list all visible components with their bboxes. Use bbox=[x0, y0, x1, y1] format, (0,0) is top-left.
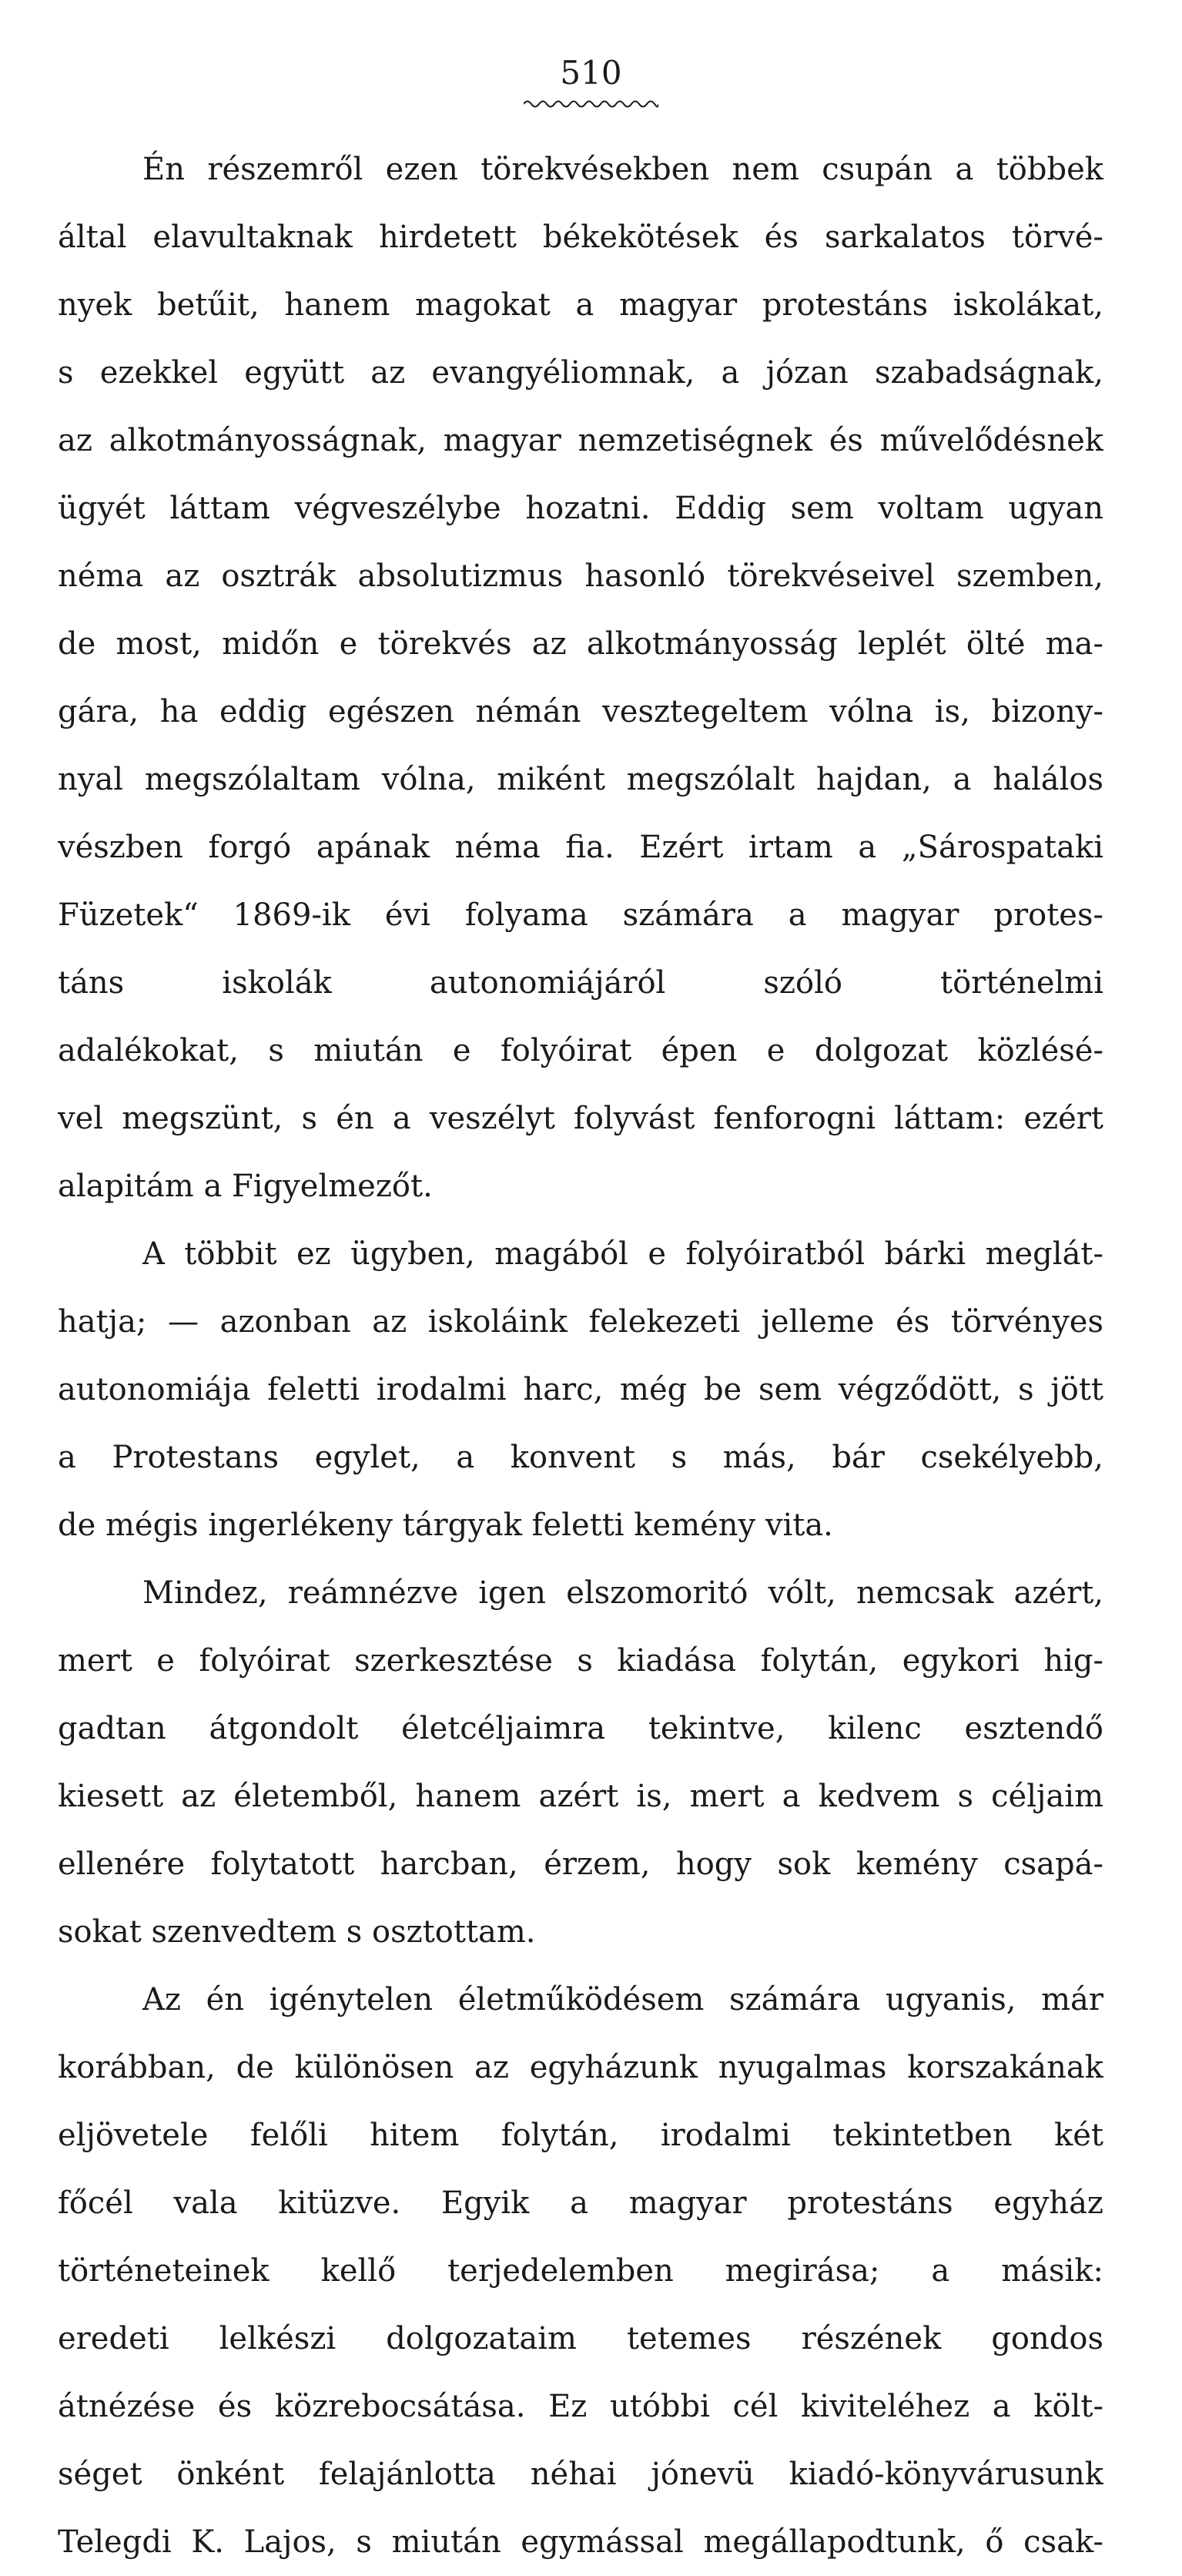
text-line: eredeti lelkészi dolgozataim tetemes részének gondos bbox=[58, 2321, 1103, 2356]
text-line: Mindez, reámnézve igen elszomoritó vólt, nemcsak azért, bbox=[142, 1575, 1103, 1611]
text-line: de most, midőn e törekvés az alkotmányosság leplét ölté ma- bbox=[58, 626, 1103, 662]
text-line: Füzetek“ 1869-ik évi folyama számára a magyar protes- bbox=[58, 897, 1103, 933]
text-line: a Protestans egylet, a konvent s más, bár csekélyebb, bbox=[58, 1440, 1103, 1475]
text-line: ellenére folytatott harcban, érzem, hogy sok kemény csapá- bbox=[58, 1846, 1103, 1882]
text-line: gára, ha eddig egészen némán vesztegeltem vólna is, bizony- bbox=[58, 694, 1103, 730]
text-line: Én részemről ezen törekvésekben nem csupán a többek bbox=[142, 152, 1103, 187]
text-line: vel megszünt, s én a veszélyt folyvást fenforogni láttam: ezért bbox=[58, 1101, 1103, 1136]
text-line: alapitám a Figyelmezőt. bbox=[58, 1169, 433, 1204]
text-line: történeteinek kellő terjedelemben megirása; a másik: bbox=[58, 2253, 1103, 2289]
text-line: korábban, de különösen az egyházunk nyugalmas korszakának bbox=[58, 2050, 1103, 2085]
text-line: az alkotmányosságnak, magyar nemzetiségnek és művelődésnek bbox=[58, 423, 1103, 458]
text-line: főcél vala kitüzve. Egyik a magyar protestáns egyház bbox=[58, 2185, 1103, 2221]
text-line: néma az osztrák absolutizmus hasonló törekvéseivel szemben, bbox=[58, 558, 1103, 594]
text-line: adalékokat, s miután e folyóirat épen e dolgozat közlésé- bbox=[58, 1033, 1103, 1068]
text-line: séget önként felajánlotta néhai jónevü kiadó-könyvárusunk bbox=[58, 2457, 1103, 2492]
text-line: gadtan átgondolt életcéljaimra tekintve, kilenc esztendő bbox=[58, 1711, 1103, 1746]
text-line: Az én igénytelen életműködésem számára ugyanis, már bbox=[142, 1982, 1103, 2018]
text-line: Telegdi K. Lajos, s miután egymással megállapodtunk, ő csak- bbox=[58, 2524, 1103, 2560]
text-line: A többit ez ügyben, magából e folyóiratból bárki meglát- bbox=[142, 1236, 1103, 1272]
text-line: vészben forgó apának néma fia. Ezért irtam a „Sárospataki bbox=[58, 830, 1103, 865]
text-line: által elavultaknak hirdetett békekötések és sarkalatos törvé- bbox=[58, 220, 1103, 255]
text-line: autonomiája feletti irodalmi harc, még be sem végződött, s jött bbox=[58, 1372, 1103, 1407]
text-line: nyek betűit, hanem magokat a magyar protestáns iskolákat, bbox=[58, 287, 1103, 323]
text-line: átnézése és közrebocsátása. Ez utóbbi cél kiviteléhez a költ- bbox=[58, 2389, 1103, 2424]
text-line: de mégis ingerlékeny tárgyak feletti kemény vita. bbox=[58, 1508, 833, 1543]
text-line: ügyét láttam végveszélybe hozatni. Eddig sem voltam ugyan bbox=[58, 491, 1103, 526]
text-line: mert e folyóirat szerkesztése s kiadása folytán, egykori hig- bbox=[58, 1643, 1103, 1679]
page-number: 510 bbox=[560, 54, 622, 92]
text-line: hatja; — azonban az iskoláink felekezeti jelleme és törvényes bbox=[58, 1304, 1103, 1340]
text-line: kiesett az életemből, hanem azért is, mert a kedvem s céljaim bbox=[58, 1779, 1103, 1814]
text-line: nyal megszólaltam vólna, miként megszólalt hajdan, a halálos bbox=[58, 762, 1103, 797]
text-line: eljövetele felőli hitem folytán, irodalmi tekintetben két bbox=[58, 2118, 1103, 2153]
text-line: s ezekkel együtt az evangyéliomnak, a józan szabadságnak, bbox=[58, 355, 1103, 391]
text-line: sokat szenvedtem s osztottam. bbox=[58, 1914, 536, 1950]
wavy-ornament-icon bbox=[524, 99, 658, 109]
body-text bbox=[58, 136, 1103, 2576]
text-line: táns iskolák autonomiájáról szóló történelmi bbox=[58, 965, 1103, 1001]
